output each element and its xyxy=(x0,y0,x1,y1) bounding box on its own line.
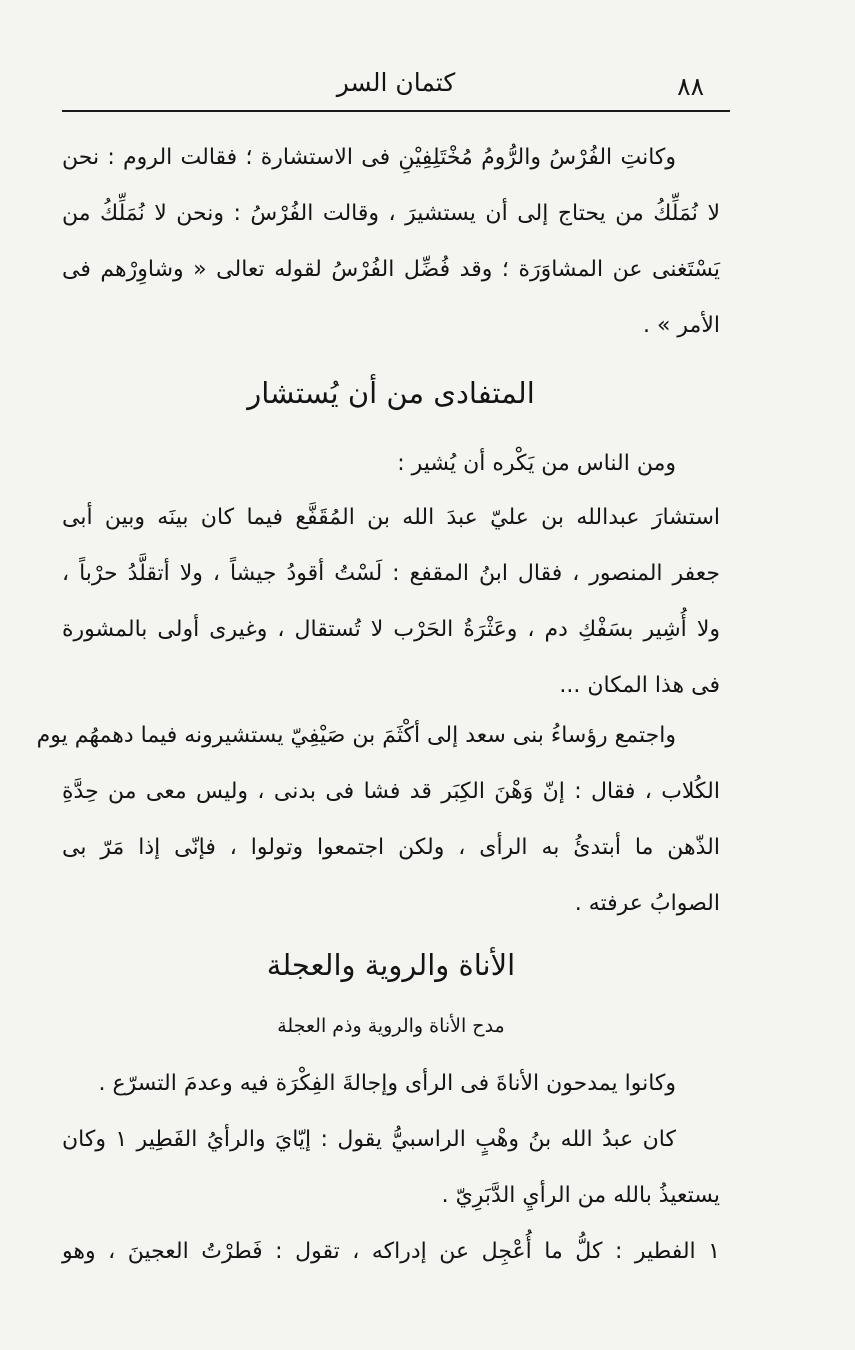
running-title: كتمان السر xyxy=(336,68,456,97)
text-line: فى هذا المكان ... xyxy=(559,673,720,698)
paragraph-deliberation xyxy=(62,1056,720,1280)
text-line: الأمر » . xyxy=(642,313,720,338)
section-heading: الأناة والروية والعجلة xyxy=(266,948,516,982)
text-line: واجتمع رؤساءُ بنى سعد إلى أكْثَمَ بن صَيْفِيّ يستشيرونه فيما دهمهُم يوم xyxy=(36,723,676,748)
section-heading: المتفادى من أن يُستشار xyxy=(247,376,535,410)
paragraph-intro: ومن الناس من يَكْره أن يُشير : xyxy=(397,451,676,476)
footnote-line: ١ الفطير : كلُّ ما أُعْجِل عن إدراكه ، تقول : فَطرْتُ العجينَ ، وهو xyxy=(62,1239,720,1264)
paragraph-persians-romans xyxy=(62,130,720,354)
paragraph-ibn-muqaffa xyxy=(62,490,720,714)
text-line: الذّهن ما أبتدئُ به الرأى ، ولكن اجتمعوا وتولوا ، فإنّى إذا مَرّ بى xyxy=(62,835,720,860)
text-line: ولا أُشِير بسَفْكِ دم ، وعَثْرَةُ الحَرْب لا تُستقال ، وغيرى أولى بالمشورة xyxy=(62,617,720,642)
text-line: وكانتِ الفُرْسُ والرُّومُ مُخْتَلِفِيْنِ فى الاستشارة ؛ فقالت الروم : نحن xyxy=(62,145,676,170)
paragraph-aktham xyxy=(36,708,720,932)
section-subheading: مدح الأناة والروية وذم العجلة xyxy=(277,1015,505,1037)
text-line: كان عبدُ الله بنُ وهْبٍ الراسبيُّ يقول : إيّايَ والرأيُ الفَطِير ١ وكان xyxy=(62,1127,676,1152)
text-line: يستعيذُ بالله من الرأيِ الدَّبَرِيّ . xyxy=(441,1183,720,1208)
text-line: يَسْتَغنى عن المشاوَرَة ؛ وقد فُضِّل الفُرْسُ لقوله تعالى « وشاوِرْهم فى xyxy=(62,257,720,282)
text-line: جعفر المنصور ، فقال ابنُ المقفع : لَسْتُ أقودُ جيشاً ، ولا أتقلَّدُ حرْباً ، xyxy=(62,561,720,586)
text-line: استشارَ عبدالله بن عليّ عبدَ الله بن المُقَفَّع فيما كان بينَه وبين أبى xyxy=(62,505,720,530)
page-number: ٨٨ xyxy=(677,72,704,101)
text-line: وكانوا يمدحون الأناةَ فى الرأى وإجالةَ الفِكْرَة فيه وعدمَ التسرّع . xyxy=(98,1071,676,1096)
text-line: لا نُمَلِّكُ من يحتاج إلى أن يستشيرَ ، وقالت الفُرْسُ : ونحن لا نُمَلِّكُ من xyxy=(62,201,720,226)
text-line: الصوابُ عرفته . xyxy=(574,891,720,916)
page-header xyxy=(62,66,730,112)
text-line: الكُلاب ، فقال : إنّ وَهْنَ الكِبَر قد فشا فى بدنى ، وليس معى من حِدَّةِ xyxy=(62,779,720,804)
